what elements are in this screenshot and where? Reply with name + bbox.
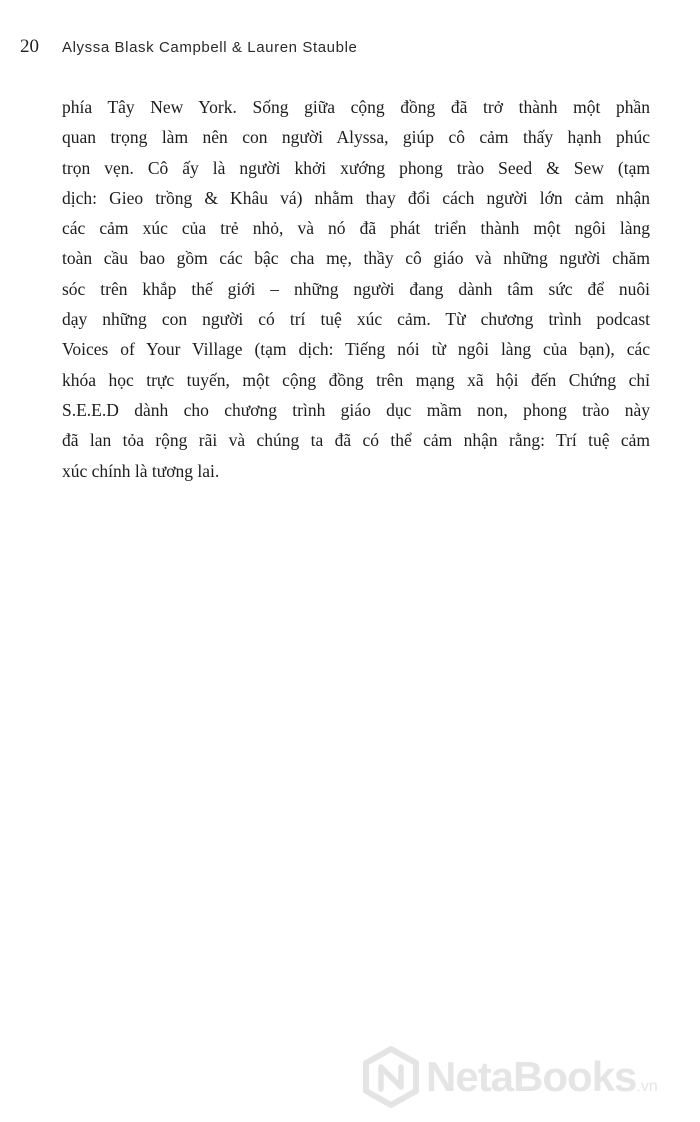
netabooks-watermark [362,1046,658,1108]
body-line: xúc chính là tương lai. [62,460,220,481]
body-line: Voices of Your Village (tạm dịch: Tiếng nói từ ngôi làng của bạn), các [62,339,650,360]
body-line: trọn vẹn. Cô ấy là người khởi xướng phong trào Seed & Sew (tạm [62,157,650,178]
body-line: khóa học trực tuyến, một cộng đồng trên mạng xã hội đến Chứng chỉ [62,369,650,390]
body-line: các cảm xúc của trẻ nhỏ, và nó đã phát triển thành một ngôi làng [62,218,650,239]
netabooks-logo-icon [362,1046,420,1108]
page-number: 20 [20,36,39,57]
watermark-brand: NetaBooks.vn [426,1053,658,1100]
body-line: sóc trên khắp thế giới – những người đang dành tâm sức để nuôi [62,278,650,299]
body-line: dạy những con người có trí tuệ xúc cảm. Từ chương trình podcast [62,309,650,330]
header-authors: Alyssa Blask Campbell & Lauren Stauble [62,39,358,56]
body-line: quan trọng làm nên con người Alyssa, giúp cô cảm thấy hạnh phúc [62,127,650,148]
watermark-suffix: .vn [636,1078,658,1095]
body-line: toàn cầu bao gồm các bậc cha mẹ, thầy cô giáo và những người chăm [62,248,650,269]
running-head [20,36,357,58]
body-line: S.E.E.D dành cho chương trình giáo dục mầm non, phong trào này [62,399,650,420]
body-line: phía Tây New York. Sống giữa cộng đồng đã trở thành một phần [62,97,650,117]
body-line: đã lan tỏa rộng rãi và chúng ta đã có thể cảm nhận rằng: Trí tuệ cảm [62,430,650,451]
body-paragraph [62,92,650,486]
body-line: dịch: Gieo trồng & Khâu vá) nhằm thay đổi cách người lớn cảm nhận [62,187,650,208]
